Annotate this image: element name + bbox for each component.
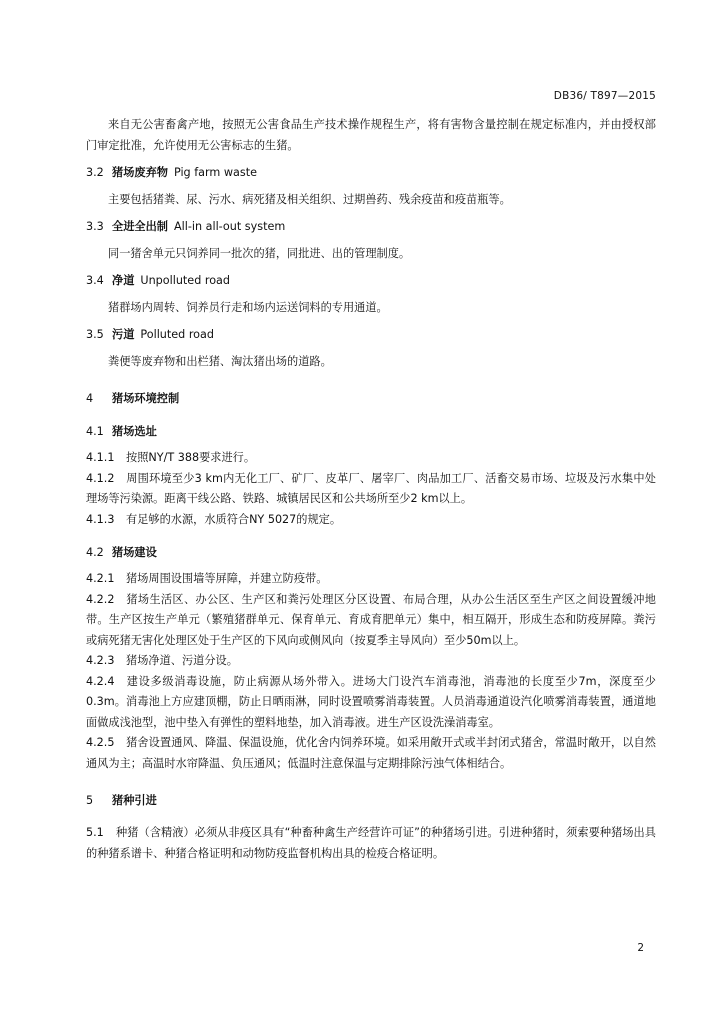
clause-text: 周围环境至少3 km内无化工厂、矿厂、皮革厂、屠宰厂、肉品加工厂、活畜交易市场、垃圾及污水集中处理场等污染源。距离干线公路、铁路、城镇居民区和公共场所至少2 km以上。: [86, 471, 656, 505]
standard-code: DB36/ T897—2015: [553, 90, 656, 102]
section-number: 5: [86, 794, 94, 807]
clause-text: 建设多级消毒设施，防止病源从场外带入。进场大门设汽车消毒池，消毒池的长度至少7m，深度至少0.3m。消毒池上方应建顶棚，防止日晒雨淋，同时设置喷雾消毒装置。人员消毒通道设汽化喷雾消毒装置，通道地面做成浅池型，池中垫入有弹性的塑料地垫，加入消毒液。进生产区设洗澡消毒室。: [86, 674, 656, 729]
section-title: 猪场废弃物: [112, 166, 168, 179]
clause-4-2-5: [86, 733, 656, 774]
document-body: [86, 114, 656, 864]
section-title: 污道: [112, 328, 135, 341]
heading-5: [86, 790, 656, 811]
clause-5-1: [86, 823, 656, 864]
page-number: 2: [637, 942, 644, 954]
section-number: 4.2: [86, 546, 104, 559]
clause-number: 4.2.1: [86, 572, 115, 585]
paragraph-intro: 来自无公害畜禽产地，按照无公害食品生产技术操作规程生产，将有害物含量控制在规定标准内，并由授权部门审定批准，允许使用无公害标志的生猪。: [86, 118, 656, 152]
clause-4-1-3: [86, 510, 656, 531]
section-title: 猪场环境控制: [112, 392, 180, 405]
clause-text: 种猪（含精液）必须从非疫区具有“种畜种禽生产经营许可证”的种猪场引进。引进种猪时，须索要种猪场出具的种猪系谱卡、种猪合格证明和动物防疫监督机构出具的检疫合格证明。: [86, 826, 656, 860]
heading-3-3: [86, 216, 656, 237]
section-title-en: Polluted road: [140, 328, 214, 341]
heading-4: [86, 388, 656, 409]
paragraph-3-4: 猪群场内周转、饲养员行走和场内运送饲料的专用通道。: [108, 301, 388, 314]
heading-4-2: [86, 542, 656, 563]
clause-number: 4.1.3: [86, 512, 115, 526]
section-title-en: Pig farm waste: [173, 166, 257, 179]
clause-number: 4.1.2: [86, 471, 115, 485]
clause-4-2-4: [86, 672, 656, 734]
heading-3-2: [86, 162, 656, 183]
clause-number: 4.2.4: [86, 674, 115, 688]
clause-text: 有足够的水源，水质符合NY 5027的规定。: [126, 512, 342, 526]
clause-number: 4.1.1: [86, 451, 115, 464]
clause-number: 4.2.2: [86, 592, 115, 606]
section-title: 猪场选址: [112, 425, 157, 438]
clause-text: 猪舍设置通风、降温、保温设施，优化舍内饲养环境。如采用敞开式或半封闭式猪舍，常温时敞开，以自然通风为主；高温时水帘降温、负压通风；低温时注意保温与定期排除污浊气体相结合。: [86, 736, 656, 770]
clause-number: 4.2.3: [86, 654, 115, 667]
paragraph-3-5: 粪便等废弃物和出栏猪、淘汰猪出场的道路。: [108, 355, 332, 368]
clause-4-2-2: [86, 590, 656, 652]
section-title: 猪种引进: [112, 794, 157, 807]
heading-3-5: [86, 324, 656, 345]
clause-4-2-3: [86, 651, 656, 672]
section-number: 3.4: [86, 274, 104, 287]
heading-4-1: [86, 421, 656, 442]
heading-3-4: [86, 270, 656, 291]
clause-number: 4.2.5: [86, 736, 115, 749]
clause-text: 猪场周围设围墙等屏障，并建立防疫带。: [126, 572, 328, 585]
section-number: 4: [86, 392, 94, 405]
section-number: 3.3: [86, 220, 104, 233]
section-number: 3.5: [86, 328, 104, 341]
clause-text: 猪场生活区、办公区、生产区和粪污处理区分区设置、布局合理，从办公生活区至生产区之间设置缓冲地带。生产区按生产单元（繁殖猪群单元、保育单元、育成育肥单元）集中，相互隔开，形成生态和防疫屏障。粪污或病死猪无害化处理区处于生产区的下风向或侧风向（按夏季主导风向）至少50m以上。: [86, 592, 656, 647]
clause-number: 5.1: [86, 826, 104, 839]
clause-text: 按照NY/T 388要求进行。: [126, 451, 256, 464]
section-title: 全进全出制: [112, 220, 168, 233]
section-number: 3.2: [86, 166, 104, 179]
clause-text: 猪场净道、污道分设。: [126, 654, 238, 667]
section-number: 4.1: [86, 425, 104, 438]
section-title-en: All-in all-out system: [173, 220, 286, 233]
section-title: 猪场建设: [112, 546, 157, 559]
section-title: 净道: [112, 274, 135, 287]
clause-4-1-1: [86, 448, 656, 469]
clause-4-2-1: [86, 569, 656, 590]
paragraph-3-2: 主要包括猪粪、尿、污水、病死猪及相关组织、过期兽药、残余疫苗和疫苗瓶等。: [108, 193, 511, 206]
clause-4-1-2: [86, 469, 656, 510]
section-title-en: Unpolluted road: [140, 274, 231, 287]
paragraph-3-3: 同一猪舍单元只饲养同一批次的猪，同批进、出的管理制度。: [108, 247, 411, 260]
